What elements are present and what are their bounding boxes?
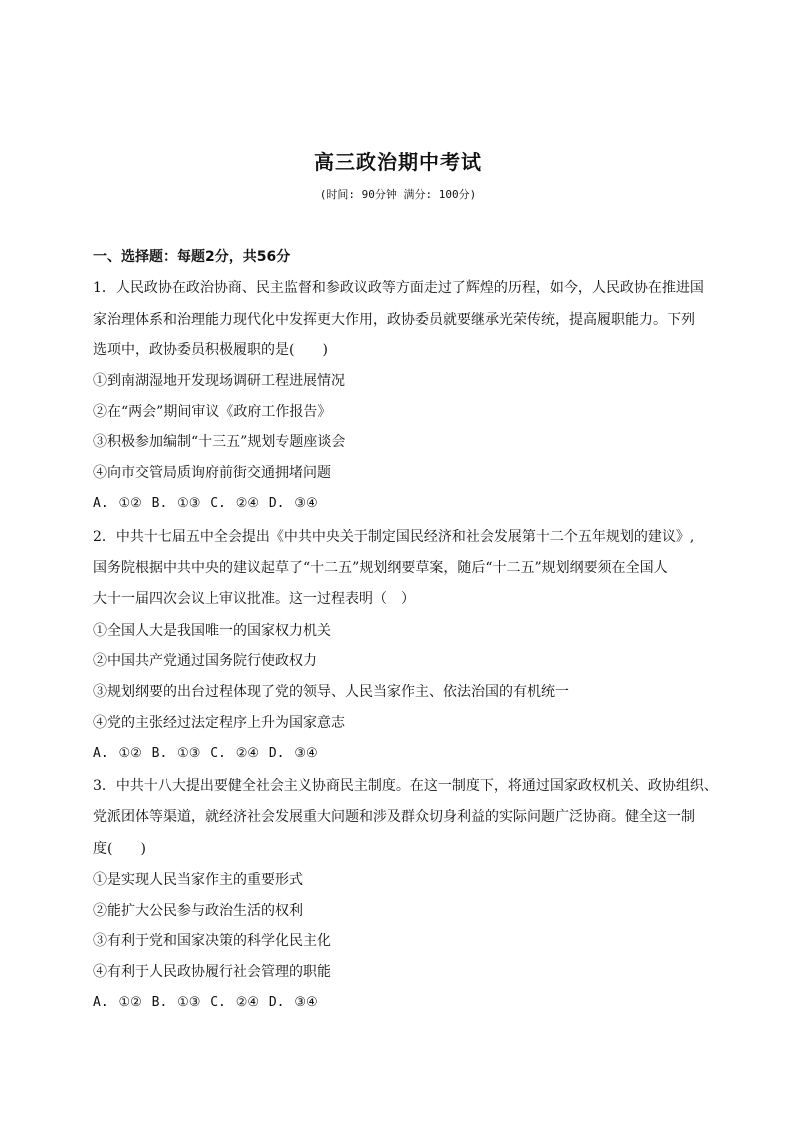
question-3-stem-line-3: 度( )	[93, 841, 146, 857]
question-2-option-3: ③规划纲要的出台过程体现了党的领导、人民当家作主、依法治国的有机统一	[93, 684, 569, 700]
question-1-option-2: ②在“两会”期间审议《政府工作报告》	[93, 404, 332, 420]
question-3-answer-choices: A. ①② B. ①③ C. ②④ D. ③④	[93, 995, 318, 1010]
question-2-option-2: ②中国共产党通过国务院行使政权力	[93, 653, 317, 669]
question-3-stem-line-1: 3．中共十八大提出要健全社会主义协商民主制度。在这一制度下，将通过国家政权机关、政协组织、	[93, 778, 718, 794]
question-3-option-1: ①是实现人民当家作主的重要形式	[93, 872, 303, 888]
question-1-stem-line-3: 选项中，政协委员积极履职的是( )	[93, 342, 328, 358]
exam-info: (时间: 90分钟 满分: 100分)	[319, 188, 477, 201]
question-2-stem-line-2: 国务院根据中共中央的建议起草了“十二五”规划纲要草案，随后“十二五”规划纲要须在全国人	[93, 560, 668, 576]
question-3-option-2: ②能扩大公民参与政治生活的权利	[93, 903, 303, 919]
question-2-stem-line-3: 大十一届四次会议上审议批准。这一过程表明（ ）	[93, 591, 415, 607]
question-3-option-3: ③有利于党和国家决策的科学化民主化	[93, 933, 331, 949]
question-2-option-4: ④党的主张经过法定程序上升为国家意志	[93, 715, 345, 731]
question-1-stem-line-2: 家治理体系和治理能力现代化中发挥更大作用，政协委员就要继承光荣传统，提高履职能力。下列	[93, 312, 695, 328]
page-title: 高三政治期中考试	[314, 150, 482, 174]
question-1-option-3: ③积极参加编制“十三五”规划专题座谈会	[93, 434, 346, 450]
question-2-answer-choices: A. ①② B. ①③ C. ②④ D. ③④	[93, 746, 318, 761]
question-1-option-1: ①到南湖湿地开发现场调研工程进展情况	[93, 373, 345, 389]
question-1-answer-choices: A. ①② B. ①③ C. ②④ D. ③④	[93, 496, 318, 511]
question-2-stem-line-1: 2．中共十七届五中全会提出《中共中央关于制定国民经济和社会发展第十二个五年规划的建议》,	[93, 529, 695, 545]
question-3-option-4: ④有利于人民政协履行社会管理的职能	[93, 964, 331, 980]
question-1-option-4: ④向市交管局质询府前街交通拥堵问题	[93, 465, 331, 481]
question-2-option-1: ①全国人大是我国唯一的国家权力机关	[93, 623, 331, 639]
section-heading: 一、选择题：每题2分，共56分	[93, 249, 291, 265]
question-3-stem-line-2: 党派团体等渠道，就经济社会发展重大问题和涉及群众切身利益的实际问题广泛协商。健全这一制	[93, 809, 695, 825]
question-1-stem-line-1: 1．人民政协在政治协商、民主监督和参政议政等方面走过了辉煌的历程，如今，人民政协在推进国	[93, 280, 704, 296]
